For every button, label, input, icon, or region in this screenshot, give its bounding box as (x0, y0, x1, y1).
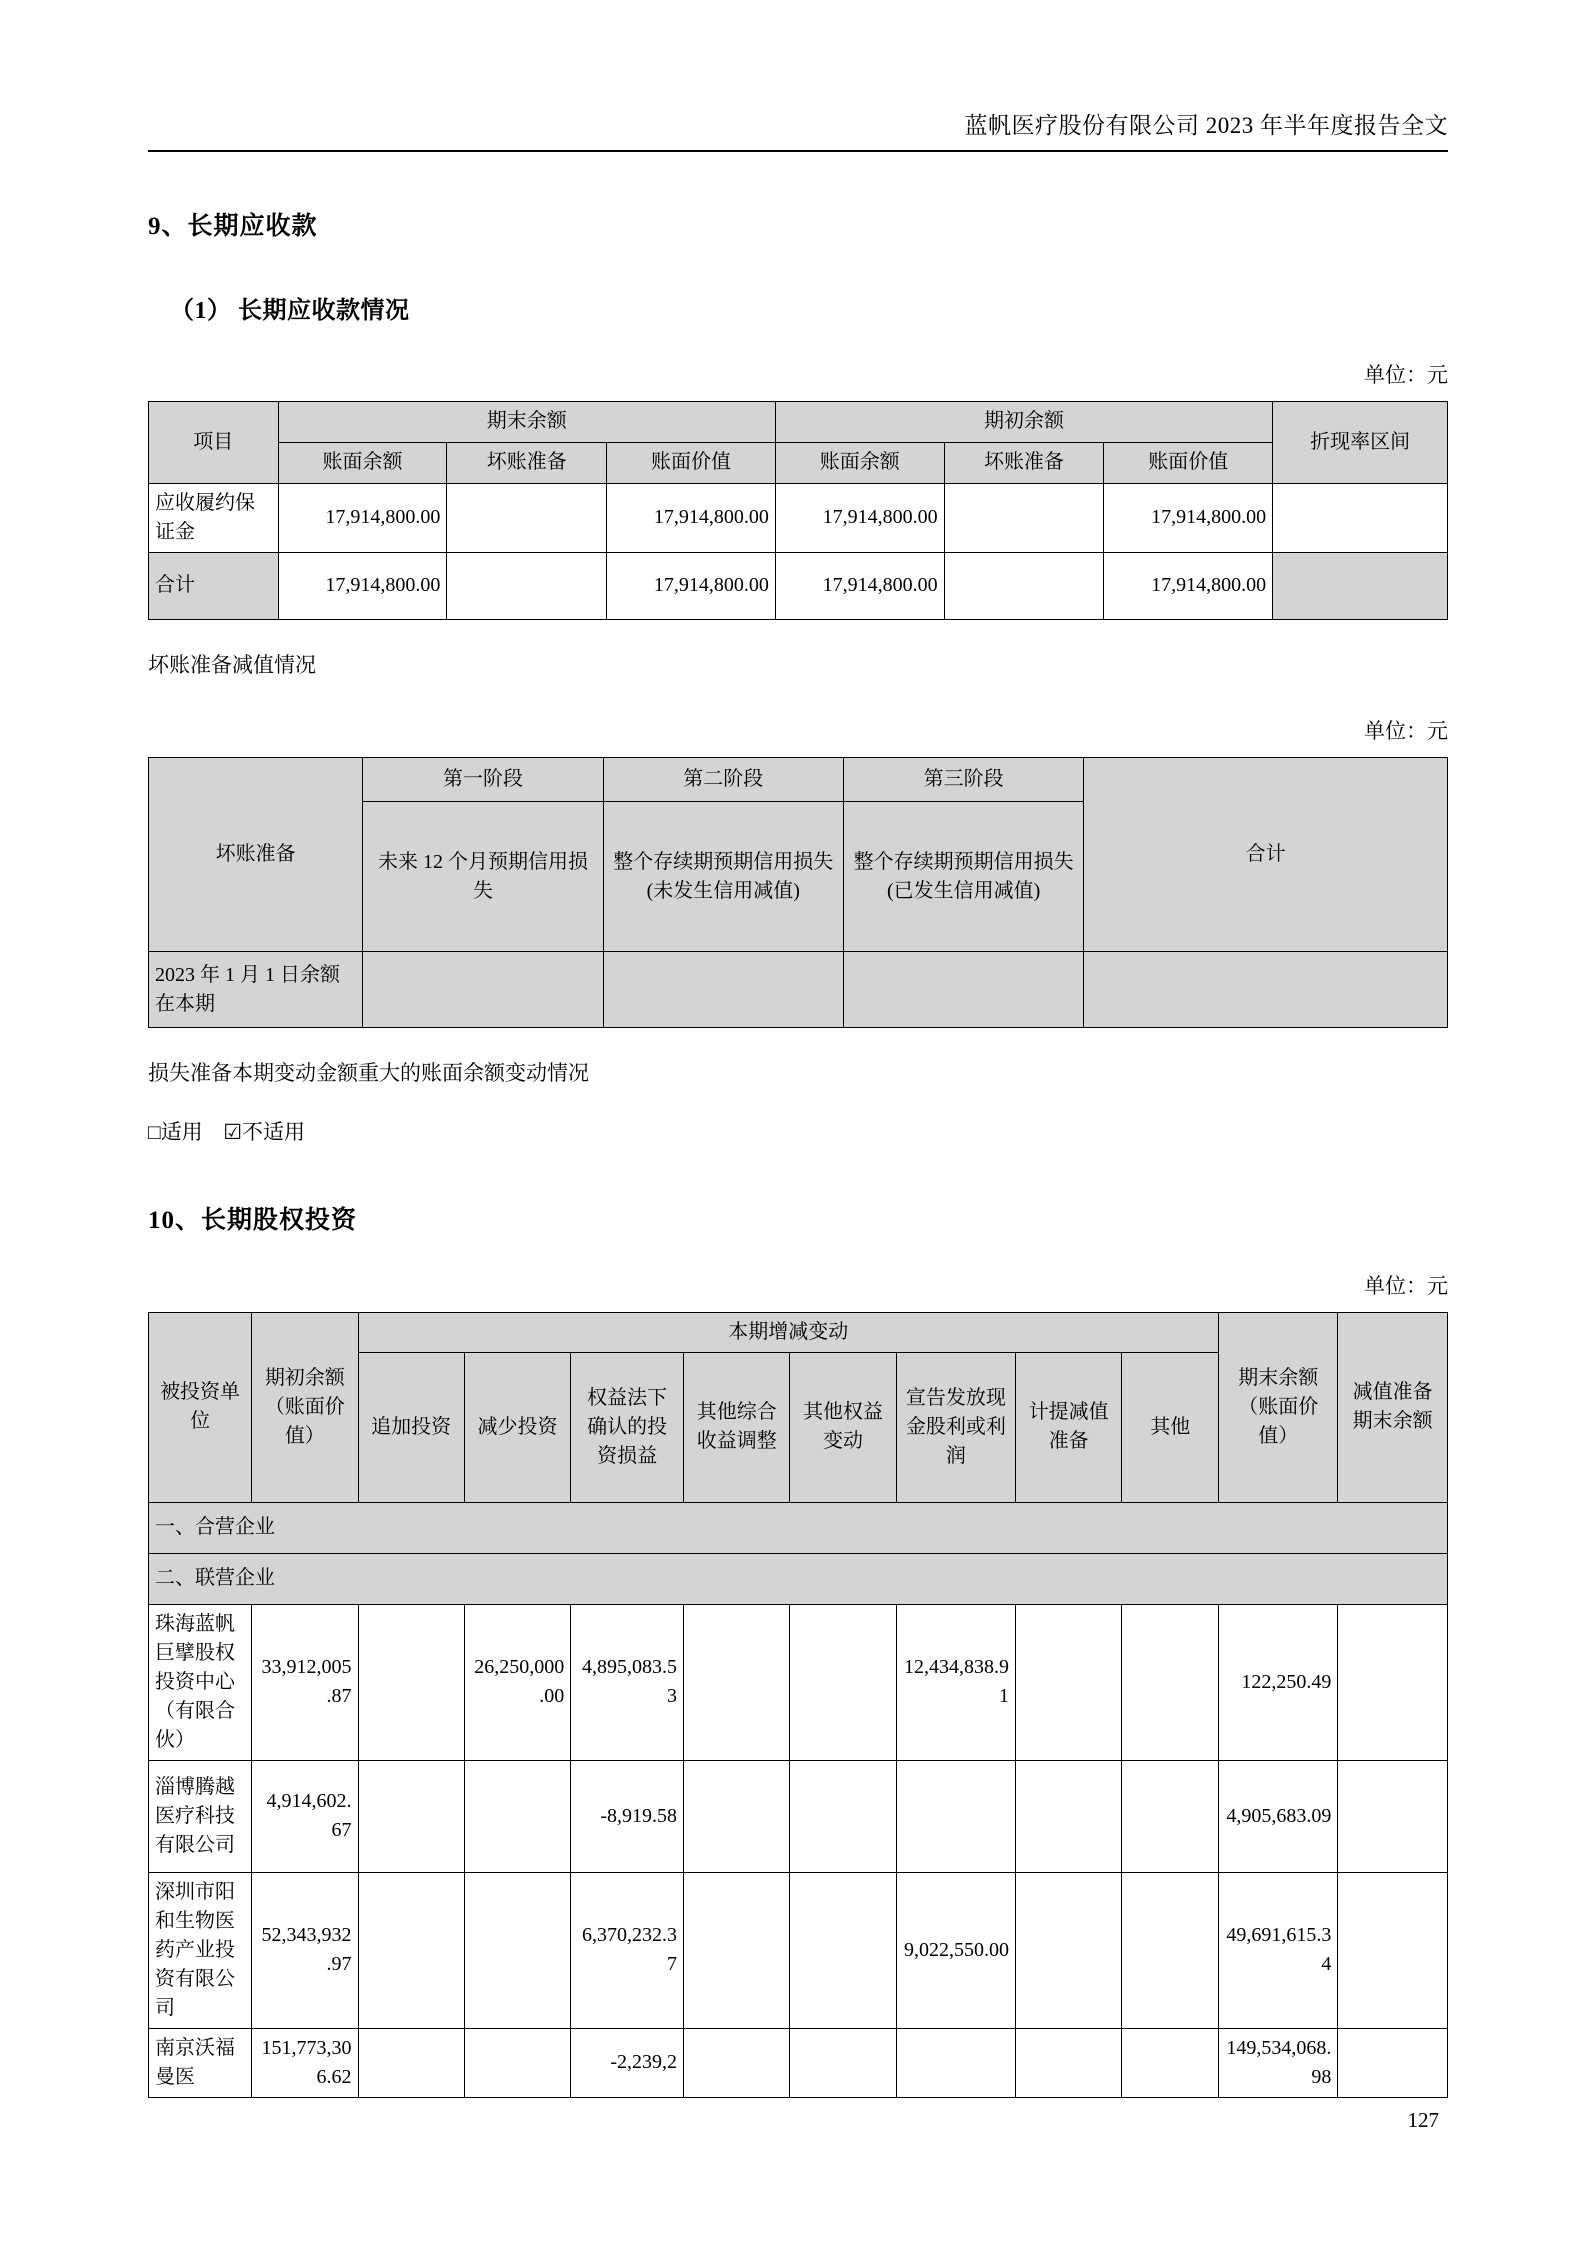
cell-end-balance: 122,250.49 (1219, 1604, 1338, 1760)
cell-discount-rate-total (1273, 552, 1448, 619)
cell-investee: 淄博腾越医疗科技有限公司 (149, 1760, 252, 1872)
checkbox-applicable[interactable]: □ (148, 1119, 161, 1144)
cell-end-balance: 49,691,615.34 (1219, 1872, 1338, 2028)
table-row (149, 1604, 1448, 1760)
th-item: 项目 (149, 401, 279, 483)
th-beginning-balance: 期初余额 (775, 401, 1272, 442)
cell-discount-rate (1273, 483, 1448, 552)
cell-other-equity-change (790, 1872, 896, 2028)
cell-impairment-end (1338, 1872, 1448, 2028)
table-group-row (149, 1553, 1448, 1604)
table-row (149, 483, 1448, 552)
cell-total (1084, 952, 1448, 1028)
th-end-balance: 期末余额（账面价值） (1219, 1312, 1338, 1502)
cell-oci-adjustment (684, 1872, 790, 2028)
cell-investee: 深圳市阳和生物医药产业投资有限公司 (149, 1872, 252, 2028)
th-other-equity-change: 其他权益变动 (790, 1352, 896, 1502)
page-number: 127 (1407, 2108, 1439, 2132)
cell-other (1122, 1872, 1219, 2028)
th-provision: 坏账准备 (149, 758, 363, 952)
th-other: 其他 (1122, 1352, 1219, 1502)
th-equity-method-gain: 权益法下确认的投资损益 (571, 1352, 684, 1502)
cell-end-book-value-total: 17,914,800.00 (607, 552, 776, 619)
th-begin-book-value: 账面价值 (1104, 442, 1273, 483)
group-label-joint-ventures: 一、合营企业 (149, 1502, 1448, 1553)
th-impairment-end: 减值准备期末余额 (1338, 1312, 1448, 1502)
impairment-caption: 坏账准备减值情况 (148, 652, 316, 677)
running-header-title: 蓝帆医疗股份有限公司 2023 年半年度报告全文 (964, 113, 1448, 138)
cell-cash-dividend (896, 1760, 1015, 1872)
table1-header-row-2 (149, 442, 1448, 483)
table-row (149, 1872, 1448, 2028)
unit-note-table3: 单位：元 (1364, 1273, 1448, 1298)
th-end-bad-debt: 坏账准备 (447, 442, 607, 483)
th-stage-2-desc: 整个存续期预期信用损失(未发生信用减值) (603, 802, 843, 952)
cell-investee: 珠海蓝帆巨擘股权投资中心（有限合伙） (149, 1604, 252, 1760)
cell-begin-balance: 151,773,306.62 (252, 2028, 358, 2097)
cell-impairment-provision (1016, 1604, 1122, 1760)
th-end-book-balance: 账面余额 (278, 442, 447, 483)
cell-oci-adjustment (684, 1604, 790, 1760)
th-oci-adjustment: 其他综合收益调整 (684, 1352, 790, 1502)
change-caption: 损失准备本期变动金额重大的账面余额变动情况 (148, 1061, 589, 1086)
section-heading-9: 9、长期应收款 (148, 212, 318, 240)
cell-reduce-investment (464, 1872, 570, 2028)
cell-impairment-end (1338, 1760, 1448, 1872)
cell-end-book-balance-total: 17,914,800.00 (278, 552, 447, 619)
cell-equity-method-gain: -2,239,2 (571, 2028, 684, 2097)
cell-begin-bad-debt (944, 483, 1104, 552)
table3-header-row-1 (149, 1312, 1448, 1352)
cell-cash-dividend: 12,434,838.91 (896, 1604, 1015, 1760)
cell-oci-adjustment (684, 1760, 790, 1872)
cell-reduce-investment (464, 1760, 570, 1872)
cell-begin-book-balance: 17,914,800.00 (775, 483, 944, 552)
cell-reduce-investment: 26,250,000.00 (464, 1604, 570, 1760)
cell-item-total: 合计 (149, 552, 279, 619)
cell-other (1122, 1604, 1219, 1760)
th-ending-balance: 期末余额 (278, 401, 775, 442)
unit-note-table2: 单位：元 (1364, 719, 1448, 744)
cell-end-balance: 149,534,068.98 (1219, 2028, 1338, 2097)
cell-impairment-provision (1016, 2028, 1122, 2097)
cell-other (1122, 1760, 1219, 1872)
cell-investee: 南京沃福曼医 (149, 2028, 252, 2097)
cell-begin-book-balance-total: 17,914,800.00 (775, 552, 944, 619)
cell-opening-balance-label: 2023 年 1 月 1 日余额在本期 (149, 952, 363, 1028)
th-begin-balance: 期初余额（账面价值） (252, 1312, 358, 1502)
cell-begin-balance: 33,912,005.87 (252, 1604, 358, 1760)
th-impairment-provision: 计提减值准备 (1016, 1352, 1122, 1502)
cell-reduce-investment (464, 2028, 570, 2097)
group-label-associates: 二、联营企业 (149, 1553, 1448, 1604)
cell-impairment-provision (1016, 1760, 1122, 1872)
cell-end-book-value: 17,914,800.00 (607, 483, 776, 552)
th-investee: 被投资单位 (149, 1312, 252, 1502)
cell-cash-dividend (896, 2028, 1015, 2097)
table2-header-row-1 (149, 758, 1448, 802)
running-header (148, 0, 1448, 140)
th-discount-rate: 折现率区间 (1273, 401, 1448, 483)
th-stage-3-desc: 整个存续期预期信用损失(已发生信用减值) (843, 802, 1083, 952)
cell-add-investment (358, 2028, 464, 2097)
th-stage-1: 第一阶段 (363, 758, 603, 802)
cell-begin-balance: 52,343,932.97 (252, 1872, 358, 2028)
long-term-equity-investment-table (148, 1312, 1448, 2098)
cell-stage-1 (363, 952, 603, 1028)
th-stage-3: 第三阶段 (843, 758, 1083, 802)
cell-oci-adjustment (684, 2028, 790, 2097)
cell-equity-method-gain: -8,919.58 (571, 1760, 684, 1872)
label-not-applicable: 不适用 (242, 1119, 306, 1144)
table-row (149, 1760, 1448, 1872)
cell-add-investment (358, 1760, 464, 1872)
table-row (149, 2028, 1448, 2097)
th-add-investment: 追加投资 (358, 1352, 464, 1502)
header-divider (148, 150, 1448, 152)
th-begin-book-balance: 账面余额 (775, 442, 944, 483)
cell-impairment-provision (1016, 1872, 1122, 2028)
table-row (149, 952, 1448, 1028)
cell-impairment-end (1338, 1604, 1448, 1760)
section-heading-10: 10、长期股权投资 (148, 1206, 358, 1234)
table-group-row (149, 1502, 1448, 1553)
cell-add-investment (358, 1604, 464, 1760)
page-content (148, 0, 1448, 2098)
unit-note-table1: 单位：元 (1364, 362, 1448, 387)
table1-header-row-1 (149, 401, 1448, 442)
cell-item: 应收履约保证金 (149, 483, 279, 552)
th-end-book-value: 账面价值 (607, 442, 776, 483)
th-period-changes: 本期增减变动 (358, 1312, 1219, 1352)
table-row-total (149, 552, 1448, 619)
th-cash-dividend: 宣告发放现金股利或利润 (896, 1352, 1015, 1502)
cell-stage-2 (603, 952, 843, 1028)
cell-equity-method-gain: 6,370,232.37 (571, 1872, 684, 2028)
subsection-heading-9-1: （1） 长期应收款情况 (170, 297, 410, 324)
cell-add-investment (358, 1872, 464, 2028)
th-total: 合计 (1084, 758, 1448, 952)
label-applicable: 适用 (160, 1119, 203, 1144)
cell-begin-bad-debt-total (944, 552, 1104, 619)
bad-debt-provision-table (148, 757, 1448, 1028)
cell-other-equity-change (790, 1604, 896, 1760)
cell-stage-3 (843, 952, 1083, 1028)
cell-begin-book-value-total: 17,914,800.00 (1104, 552, 1273, 619)
cell-cash-dividend: 9,022,550.00 (896, 1872, 1015, 2028)
th-reduce-investment: 减少投资 (464, 1352, 570, 1502)
cell-begin-balance: 4,914,602.67 (252, 1760, 358, 1872)
cell-other (1122, 2028, 1219, 2097)
checkbox-not-applicable[interactable]: ☑ (223, 1119, 243, 1144)
cell-impairment-end (1338, 2028, 1448, 2097)
cell-end-bad-debt (447, 483, 607, 552)
cell-end-bad-debt-total (447, 552, 607, 619)
cell-other-equity-change (790, 2028, 896, 2097)
th-begin-bad-debt: 坏账准备 (944, 442, 1104, 483)
cell-equity-method-gain: 4,895,083.53 (571, 1604, 684, 1760)
cell-other-equity-change (790, 1760, 896, 1872)
th-stage-1-desc: 未来 12 个月预期信用损失 (363, 802, 603, 952)
cell-end-balance: 4,905,683.09 (1219, 1760, 1338, 1872)
cell-begin-book-value: 17,914,800.00 (1104, 483, 1273, 552)
cell-end-book-balance: 17,914,800.00 (278, 483, 447, 552)
applicability-row (148, 1116, 1448, 1146)
th-stage-2: 第二阶段 (603, 758, 843, 802)
long-term-receivables-table (148, 401, 1448, 620)
